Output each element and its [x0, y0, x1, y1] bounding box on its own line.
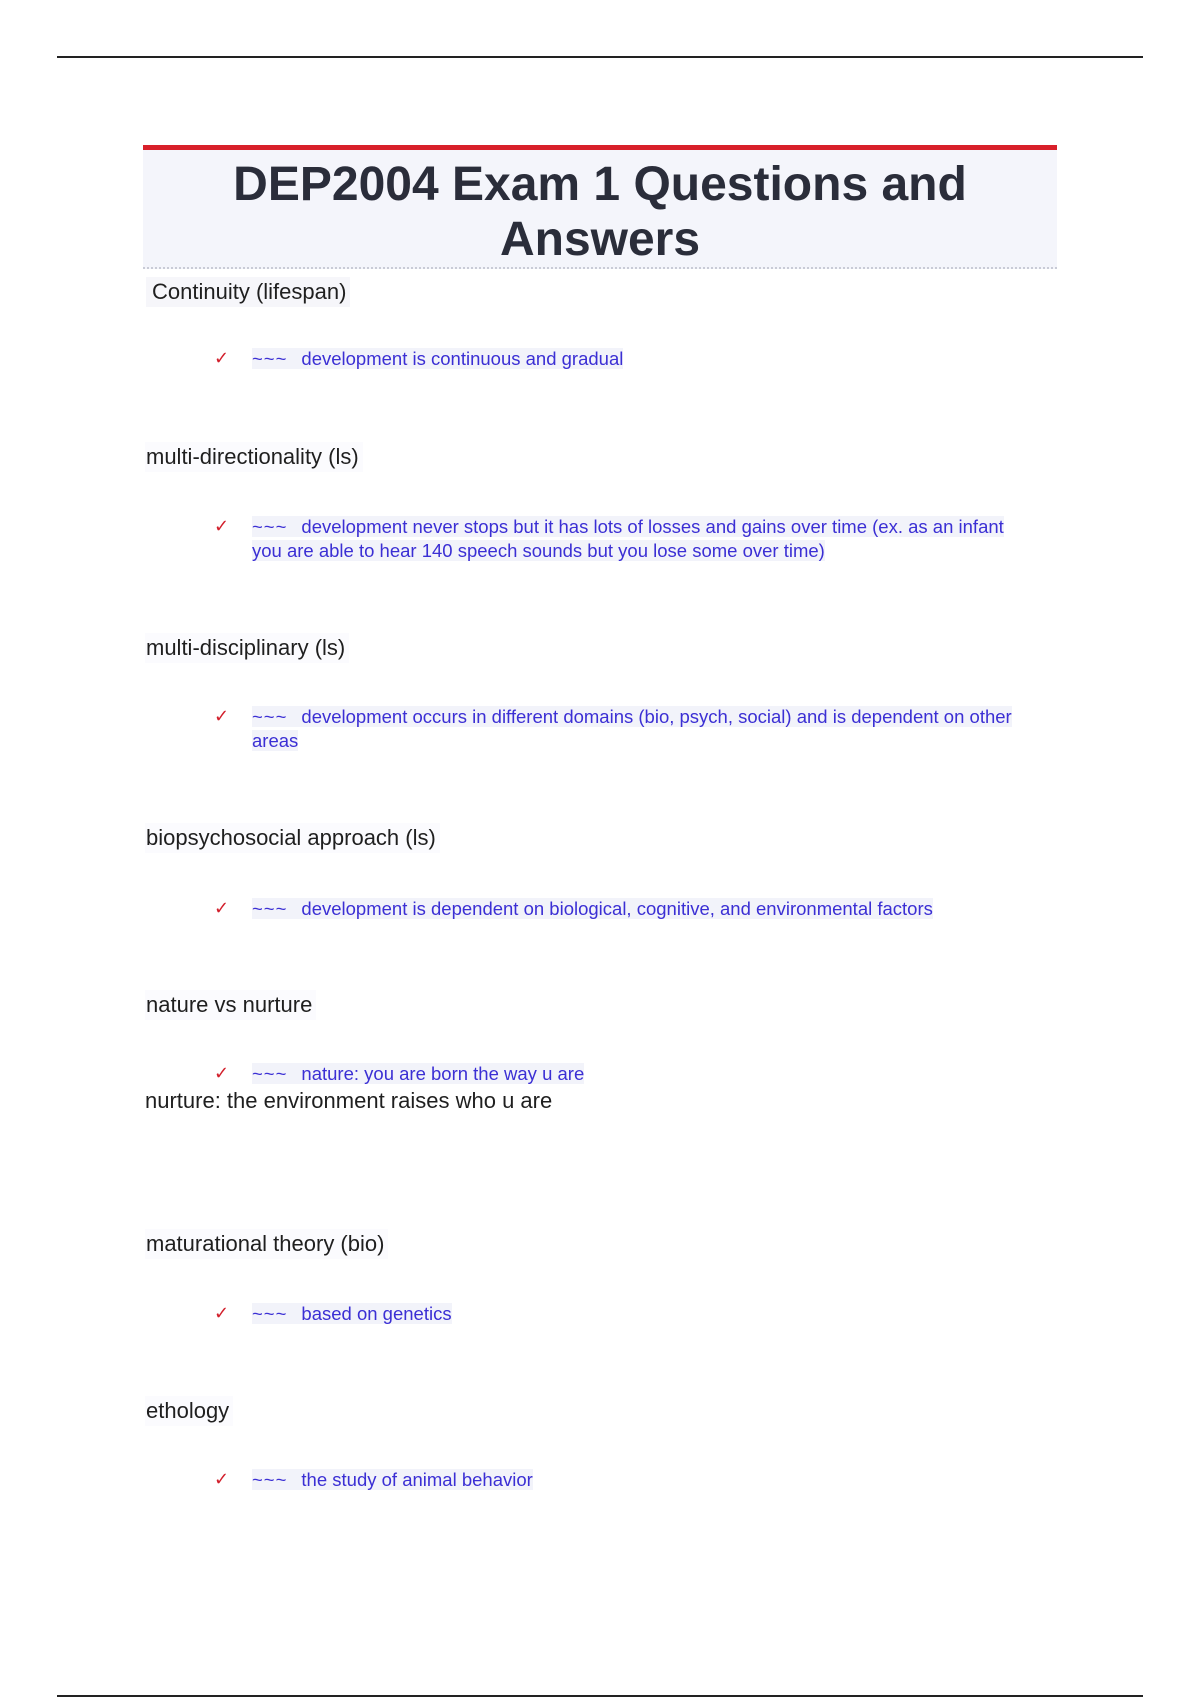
check-icon: ✓	[214, 898, 230, 918]
answer-text: nature: you are born the way u are	[301, 1063, 585, 1084]
check-icon: ✓	[214, 1303, 230, 1323]
term-nature-vs-nurture: nature vs nurture	[145, 990, 316, 1020]
answer-prefix: ~~~	[252, 1303, 288, 1324]
answer-text: development never stops but it has lots of losses and gains over time (ex. as an infant you are able to hear 140 speech sounds but you lose some over time)	[252, 516, 1004, 561]
answer-text: development is dependent on biological, cognitive, and environmental factors	[301, 898, 933, 919]
answer-biopsychosocial	[252, 897, 1032, 921]
answer-maturational-theory	[252, 1302, 1032, 1326]
answer-multi-directionality	[252, 515, 1032, 563]
check-icon: ✓	[214, 1469, 230, 1489]
answer-prefix: ~~~	[252, 348, 288, 369]
term-ethology: ethology	[145, 1396, 233, 1426]
title-banner	[143, 145, 1057, 269]
term-maturational-theory: maturational theory (bio)	[145, 1229, 388, 1259]
term-biopsychosocial: biopsychosocial approach (ls)	[145, 823, 440, 853]
answer-multi-disciplinary	[252, 705, 1032, 753]
answer-prefix: ~~~	[252, 516, 288, 537]
answer-ethology	[252, 1468, 1032, 1492]
answer-prefix: ~~~	[252, 1469, 288, 1490]
answer-text: development is continuous and gradual	[301, 348, 624, 369]
check-icon: ✓	[214, 1063, 230, 1083]
answer-text: development occurs in different domains (bio, psych, social) and is dependent on other areas	[252, 706, 1012, 751]
answer-text: the study of animal behavior	[301, 1469, 533, 1490]
answer-prefix: ~~~	[252, 1063, 288, 1084]
answer-nature-vs-nurture	[252, 1062, 1032, 1086]
term-multi-directionality: multi-directionality (ls)	[145, 442, 363, 472]
page-top-rule	[57, 56, 1143, 58]
check-icon: ✓	[214, 516, 230, 536]
check-icon: ✓	[214, 706, 230, 726]
page-bottom-rule	[57, 1695, 1143, 1697]
check-icon: ✓	[214, 348, 230, 368]
answer-continuation: nurture: the environment raises who u are	[145, 1088, 553, 1113]
answer-continuity	[252, 347, 1032, 371]
term-continuity: Continuity (lifespan)	[146, 277, 350, 307]
answer-prefix: ~~~	[252, 898, 288, 919]
answer-text: based on genetics	[301, 1303, 452, 1324]
term-multi-disciplinary: multi-disciplinary (ls)	[145, 633, 349, 663]
answer-prefix: ~~~	[252, 706, 288, 727]
document-title: DEP2004 Exam 1 Questions and Answers	[233, 158, 967, 266]
